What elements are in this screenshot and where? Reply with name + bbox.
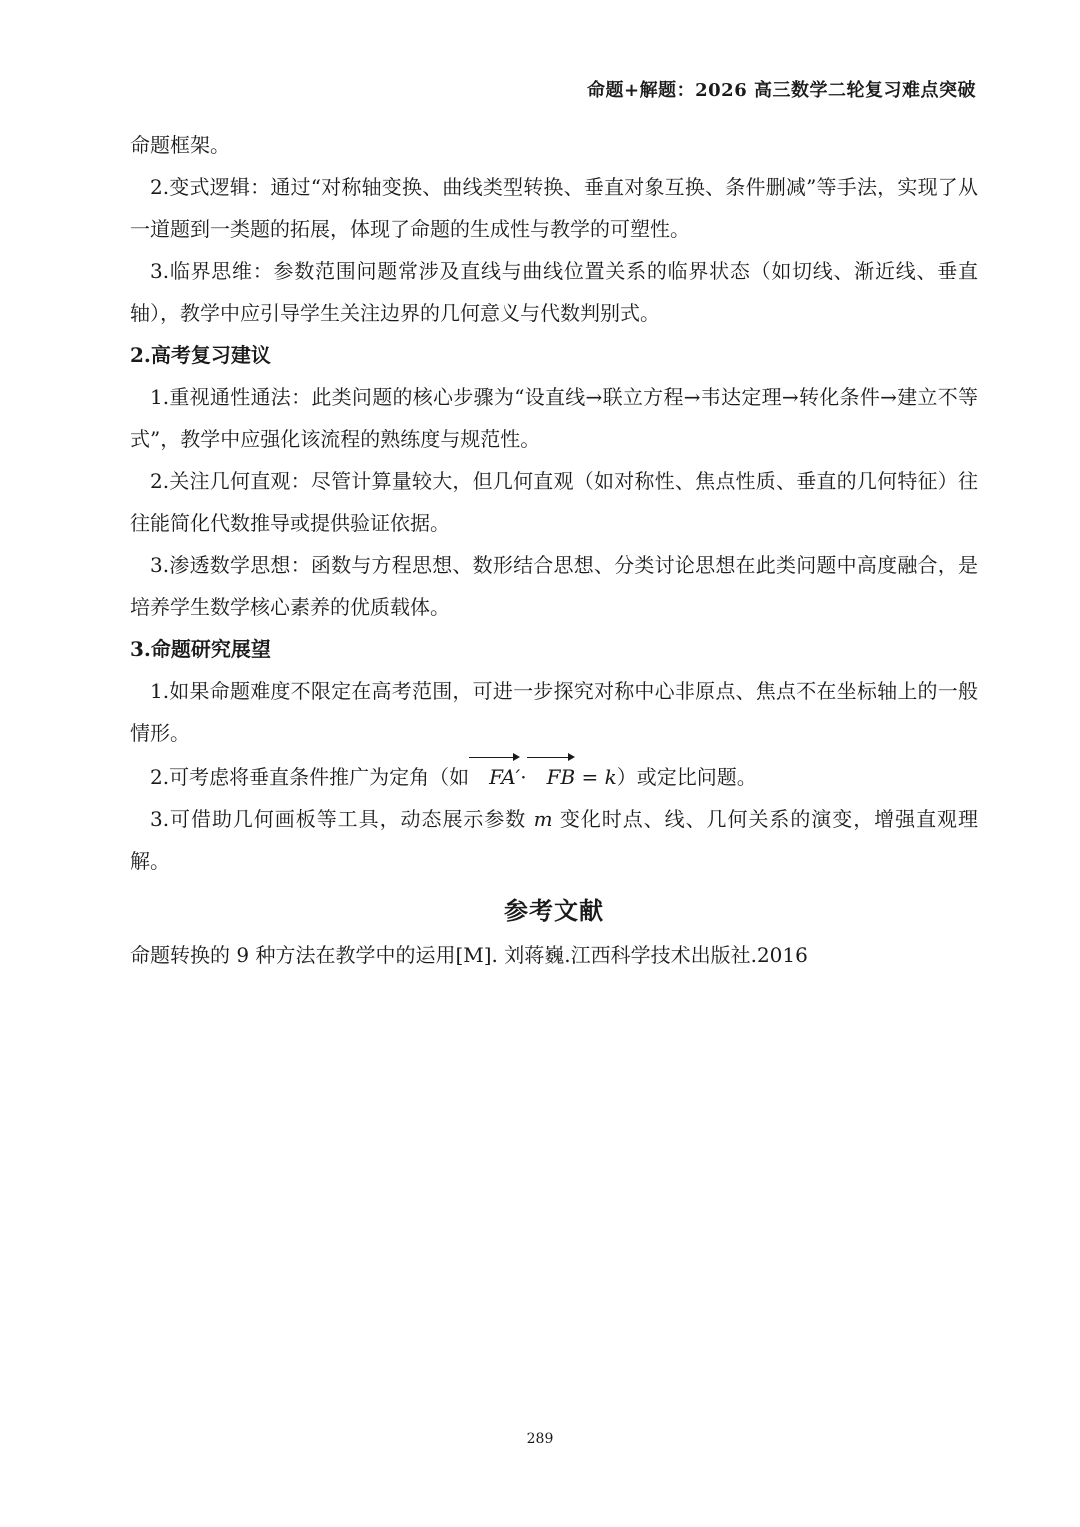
equals-sign: = [575,765,605,789]
dynamic-text-after: 变化时点、线、几何关系的演变，增强直观理解。 [130,807,978,873]
running-header: 命题+解题：2026 高三数学二轮复习难点突破 [587,80,976,101]
fixed-angle-text-before: 2.可考虑将垂直条件推广为定角（如 [150,765,470,789]
paragraph-geometric-intuition: 2.关注几何直观：尽管计算量较大，但几何直观（如对称性、焦点性质、垂直的几何特征）往往能简化代数推导或提供验证依据。 [130,469,978,535]
section-heading-review-advice: 2.高考复习建议 [130,343,271,367]
paragraph-math-thinking: 3.渗透数学思想：函数与方程思想、数形结合思想、分类讨论思想在此类问题中高度融合，是培养学生数学核心素养的优质载体。 [130,553,978,619]
paragraph-variant-logic: 2.变式逻辑：通过“对称轴变换、曲线类型转换、垂直对象互换、条件删减”等手法，实现了从一道题到一类题的拓展，体现了命题的生成性与教学的可塑性。 [130,175,978,241]
paragraph-general-method: 1.重视通性通法：此类问题的核心步骤为“设直线→联立方程→韦达定理→转化条件→建立不等式”，教学中应强化该流程的熟练度与规范性。 [130,385,978,451]
paragraph-fixed-angle [130,754,978,798]
parameter-m: m [533,807,553,831]
vector-fb: FB [527,754,576,798]
section-heading-research-outlook: 3.命题研究展望 [130,637,271,661]
dynamic-text-before: 3.可借助几何画板等工具，动态展示参数 [150,807,527,831]
references-title: 参考文献 [504,896,604,925]
page-number: 289 [526,1431,554,1447]
paragraph-generalization: 1.如果命题难度不限定在高考范围，可进一步探究对称中心非原点、焦点不在坐标轴上的一般情形。 [130,679,978,745]
vector-fa-prime: FA′ [469,754,520,798]
paragraph-dynamic-geometry [130,798,978,882]
paragraph-continuation: 命题框架。 [130,133,230,157]
dot-operator: · [520,765,527,789]
page-body [130,124,978,976]
constant-k: k [604,765,617,789]
paragraph-critical-thinking: 3.临界思维：参数范围问题常涉及直线与曲线位置关系的临界状态（如切线、渐近线、垂直轴），教学中应引导学生关注边界的几何意义与代数判别式。 [130,259,978,325]
fixed-angle-text-after: ）或定比问题。 [616,765,757,789]
reference-item: 命题转换的 9 种方法在教学中的运用[M]. 刘蒋巍.江西科学技术出版社.2016 [130,943,808,967]
